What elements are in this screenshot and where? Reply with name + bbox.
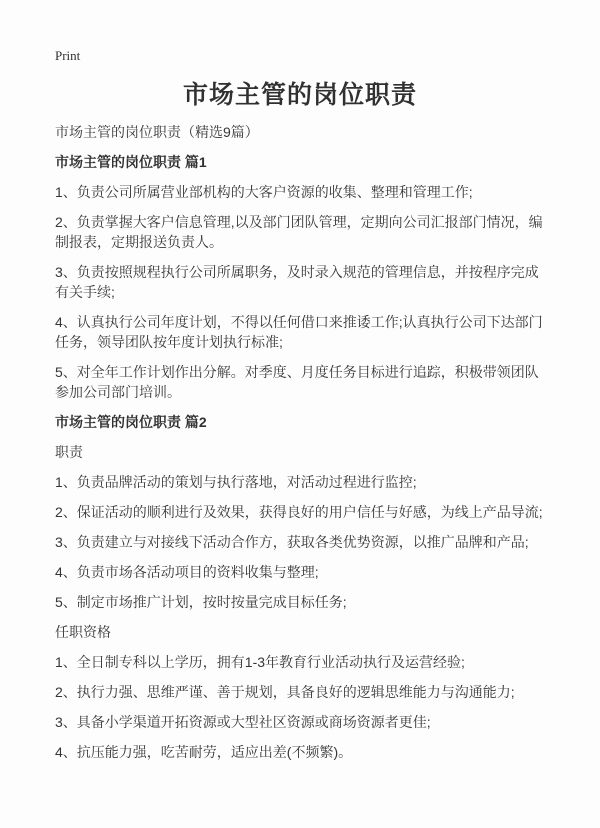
paragraph: 1、负责品牌活动的策划与执行落地，对活动过程进行监控; xyxy=(55,474,417,490)
paragraph: 2、负责掌握大客户信息管理,以及部门团队管理，定期向公司汇报部门情况，编制报表，定期报送负责人。 xyxy=(55,214,543,250)
paragraph: 1、负责公司所属营业部机构的大客户资源的收集、整理和管理工作; xyxy=(55,184,473,200)
paragraph: 3、负责建立与对接线下活动合作方，获取各类优势资源，以推广品牌和产品; xyxy=(55,534,529,550)
section-heading-part2: 市场主管的岗位职责 篇2 xyxy=(55,414,207,430)
doc-subtitle: 市场主管的岗位职责（精选9篇） xyxy=(55,124,259,140)
subheading-duties: 职责 xyxy=(55,444,83,460)
print-button[interactable]: Print xyxy=(55,48,81,63)
paragraph: 4、认真执行公司年度计划，不得以任何借口来推诿工作;认真执行公司下达部门任务，领导团队按年度计划执行标准; xyxy=(55,314,543,350)
paragraph: 4、负责市场各活动项目的资料收集与整理; xyxy=(55,564,319,580)
section-heading-part1: 市场主管的岗位职责 篇1 xyxy=(55,154,207,170)
paragraph: 2、执行力强、思维严谨、善于规划，具备良好的逻辑思维能力与沟通能力; xyxy=(55,684,515,700)
paragraph: 3、负责按照规程执行公司所属职务，及时录入规范的管理信息，并按程序完成有关手续; xyxy=(55,264,539,300)
paragraph: 3、具备小学渠道开拓资源或大型社区资源或商场资源者更佳; xyxy=(55,714,431,730)
paragraph: 4、抗压能力强，吃苦耐劳，适应出差(不频繁)。 xyxy=(55,744,353,760)
paragraph: 1、全日制专科以上学历，拥有1-3年教育行业活动执行及运营经验; xyxy=(55,654,465,670)
subheading-qualifications: 任职资格 xyxy=(55,624,111,640)
paragraph: 5、制定市场推广计划，按时按量完成目标任务; xyxy=(55,594,347,610)
paragraph: 2、保证活动的顺利进行及效果，获得良好的用户信任与好感，为线上产品导流; xyxy=(55,504,543,520)
paragraph: 5、对全年工作计划作出分解。对季度、月度任务目标进行追踪，积极带领团队参加公司部门培训。 xyxy=(55,364,539,400)
page-title: 市场主管的岗位职责 xyxy=(182,81,417,109)
